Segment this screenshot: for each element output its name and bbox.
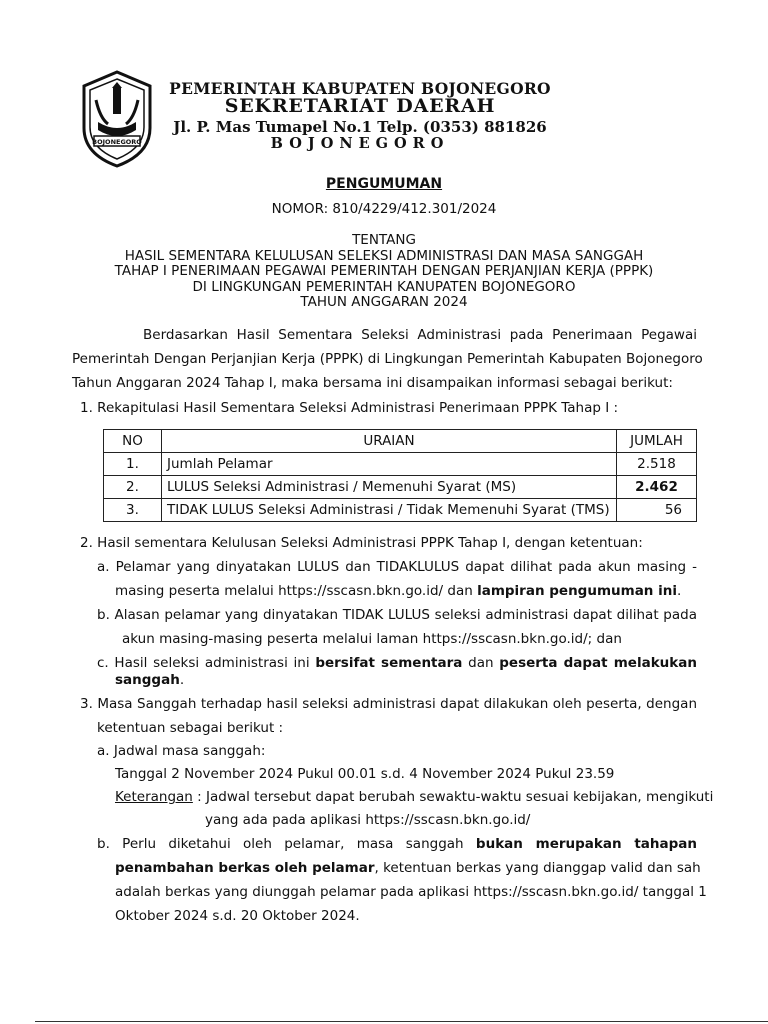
item-2a-line: [115, 583, 681, 599]
subject-line: HASIL SEMENTARA KELULUSAN SELEKSI ADMINISTRASI DAN MASA SANGGAH: [124, 247, 644, 264]
text-run: .: [677, 583, 682, 599]
item-3a-title: a. Jadwal masa sanggah:: [97, 743, 266, 759]
item-2a-line: a. Pelamar yang dinyatakan LULUS dan TIDAKLULUS dapat dilihat pada akun masing -: [97, 559, 697, 575]
letterhead-city: BOJONEGORO: [270, 135, 450, 152]
text-run-bold: peserta dapat melakukan: [499, 655, 697, 671]
text-run: dan: [462, 655, 500, 671]
item-3a-note: [115, 789, 713, 805]
item-2b-line: akun masing-masing peserta melalui laman https://sscasn.bkn.go.id/; dan: [122, 631, 622, 647]
item-3a-note-line2: yang ada pada aplikasi https://sscasn.bkn.go.id/: [205, 812, 531, 828]
row-jumlah: 2.518: [617, 453, 697, 476]
subject-line: TAHUN ANGGARAN 2024: [300, 294, 468, 310]
letterhead-secretariat: SEKRETARIAT DAERAH: [224, 95, 496, 117]
table-row: [104, 453, 697, 476]
intro-line: Pemerintah Dengan Perjanjian Kerja (PPPK) di Lingkungan Pemerintah Kabupaten Bojonegoro: [72, 351, 703, 367]
letterhead-address: Jl. P. Mas Tumapel No.1 Telp. (0353) 881826: [173, 118, 547, 136]
text-run: , ketentuan berkas yang dianggap valid dan sah: [374, 860, 701, 876]
announcement-title: PENGUMUMAN: [325, 176, 443, 192]
row-jumlah: 2.462: [617, 476, 697, 499]
row-no: 2.: [104, 476, 162, 499]
item-2c-line: [97, 655, 697, 671]
letterhead-government: PEMERINTAH KABUPATEN BOJONEGORO: [169, 79, 551, 98]
text-run-bold: bukan merupakan tahapan: [475, 836, 697, 852]
item-3b-line: [115, 860, 701, 876]
header-no: NO: [104, 430, 162, 453]
table-header-row: [104, 430, 697, 453]
logo-text: BOJONEGORO: [92, 138, 142, 146]
item-2-title: 2. Hasil sementara Kelulusan Seleksi Administrasi PPPK Tahap I, dengan ketentuan:: [80, 535, 643, 551]
item-3-line: ketentuan sebagai berikut :: [97, 720, 284, 736]
text-run: .: [179, 672, 185, 688]
subject-line: DI LINGKUNGAN PEMERINTAH KANUPATEN BOJONEGORO: [192, 278, 576, 295]
recap-table: [103, 429, 697, 522]
announcement-subject: [0, 233, 768, 311]
table-row: [104, 476, 697, 499]
row-no: 1.: [104, 453, 162, 476]
text-run-bold: penambahan berkas oleh pelamar: [115, 860, 375, 876]
row-uraian: LULUS Seleksi Administrasi / Memenuhi Syarat (MS): [162, 476, 617, 499]
item-3b-line: Oktober 2024 s.d. 20 Oktober 2024.: [115, 908, 360, 924]
subject-line: TAHAP I PENERIMAAN PEGAWAI PEMERINTAH DENGAN PERJANJIAN KERJA (PPPK): [114, 263, 654, 279]
item-2c-line: [115, 672, 184, 688]
text-run: b. Perlu diketahui oleh pelamar, masa sanggah: [97, 836, 476, 852]
item-3a-schedule: Tanggal 2 November 2024 Pukul 00.01 s.d. 4 November 2024 Pukul 23.59: [115, 766, 615, 782]
intro-line: Berdasarkan Hasil Sementara Seleksi Administrasi pada Penerimaan Pegawai: [143, 327, 697, 343]
text-run: : Jadwal tersebut dapat berubah sewaktu-waktu sesuai kebijakan, mengikuti: [192, 789, 714, 805]
table-row: [104, 499, 697, 522]
item-2b-line: b. Alasan pelamar yang dinyatakan TIDAK LULUS seleksi administrasi dapat dilihat pada: [97, 607, 697, 623]
subject-tentang: TENTANG: [352, 232, 416, 248]
announcement-number: NOMOR: 810/4229/412.301/2024: [271, 201, 497, 217]
item-3b-line: [97, 836, 697, 852]
row-uraian: TIDAK LULUS Seleksi Administrasi / Tidak Memenuhi Syarat (TMS): [162, 499, 617, 522]
item-3b-line: adalah berkas yang diunggah pelamar pada aplikasi https://sscasn.bkn.go.id/ tanggal 1: [115, 884, 707, 900]
text-run: masing peserta melalui https://sscasn.bkn.go.id/ dan: [115, 583, 478, 599]
item-3-line: 3. Masa Sanggah terhadap hasil seleksi administrasi dapat dilakukan oleh peserta, dengan: [80, 696, 697, 712]
text-run-bold: sanggah: [115, 672, 180, 688]
header-uraian: URAIAN: [162, 430, 617, 453]
header-jumlah: JUMLAH: [617, 430, 697, 453]
row-no: 3.: [104, 499, 162, 522]
item-1-title: 1. Rekapitulasi Hasil Sementara Seleksi Administrasi Penerimaan PPPK Tahap I :: [80, 400, 619, 416]
row-uraian: Jumlah Pelamar: [162, 453, 617, 476]
text-run-bold: bersifat sementara: [315, 655, 463, 671]
intro-line: Tahun Anggaran 2024 Tahap I, maka bersama ini disampaikan informasi sebagai berikut:: [72, 375, 673, 391]
text-run: c. Hasil seleksi administrasi ini: [97, 655, 316, 671]
page-divider: [35, 1021, 768, 1022]
coat-of-arms-logo: [80, 70, 154, 168]
note-label: Keterangan: [115, 789, 193, 805]
text-run-bold: lampiran pengumuman ini: [477, 583, 677, 599]
row-jumlah: 56: [617, 499, 697, 522]
